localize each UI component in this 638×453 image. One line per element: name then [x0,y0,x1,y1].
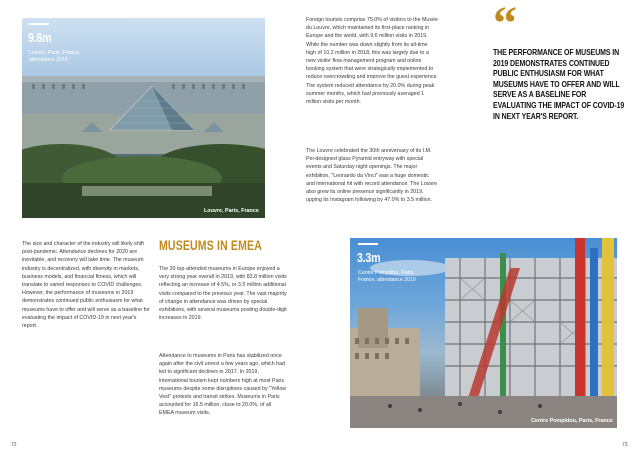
pull-quote: THE PERFORMANCE OF MUSEUMS IN 2019 DEMONSTRATES CONTINUED PUBLIC ENTHUSIASM FOR WHAT MUSEUMS HAVE TO OFFER AND WILL SERVE AS A BASELINE FOR EVALUATING THE IMPACT OF COVID-19 IN NEXT YEAR'S REPORT. [493,47,625,121]
left-column-paragraph: The size and character of the industry will likely shift post-pandemic. Attendance declines for 2020 are inevitable, and recovery will take time. The museum industry is decentralized, with diversity in markets, business models, and financial fitness, which will translate to varied responses to COVID challenges. However, the performance of museums in 2019 demonstrates continued public enthusiasm for what museums have to offer and will serve as a baseline for evaluating the impact of COVID-19 in next year's report. [22,241,150,330]
middle-column-paragraph-1: The 20 top-attended museums in Europe enjoyed a very strong year overall in 2019, with 83.8 million visits reflecting an increase of 4.5%, or 3.5 million additional visits compared to the previous year. The vast majority of change in attendance was driven by special exhibitions, with several museums posting double-digit increases in 2019. [159,266,287,322]
louvre-photo [22,18,265,218]
right-column-paragraph-2: The Louvre celebrated the 30th anniversary of its I.M. Pei-designed glass Pyramid entryway with special events and Saturday night openings. The major exhibition, "Leonardo da Vinci" was a huge domestic and international hit with record attendance. The Louvre also grew its online presence significantly in 2019, upping its Instagram following by 47.0% to 3.5 million. [306,148,437,204]
pompidou-photo-credit: Centre Pompidou, Paris, France [531,418,613,424]
page-number-right: 73 [622,442,628,448]
section-title: MUSEUMS IN EMEA [159,238,262,253]
quote-mark-icon: “ [493,0,517,50]
page-number-left: 72 [11,442,17,448]
left-column-text [22,240,150,330]
louvre-illustration [22,18,265,218]
right-column-text-1 [306,16,438,106]
pompidou-illustration [350,238,617,428]
middle-column-paragraph-2: Attendance to museums in Paris has stabilized once again after the civil unrest a few years ago, which had led to significant declines in 2017. In 2019, international tourism kept numbers high at most Paris museums despite some disruptions caused by "Yellow Vest" protests and transit strikes. Museums in Paris accounted for 16.5 million, close to 20.0%, of all EMEA museum visits. [159,353,287,417]
pompidou-photo [350,238,617,428]
pompidou-stat-value: 3.3m [357,250,381,265]
louvre-stat-rule [29,23,49,25]
right-column-paragraph-1: Foreign tourists comprise 75.0% of visitors to the Musée du Louvre, which maintained its first-place ranking in Europe and the world, with 9.6 million visits in 2019. While the number was down slightly from its all-time high of 10.2 million in 2018, this was largely due to a new visitor flow management program and online booking system that were strategically implemented to reduce overcrowding and improve the guest experience. The system reduced attendance by 20.0% during peak summer months, which had previously averaged 1 million visits per month. [306,17,438,106]
louvre-photo-credit: Louvre, Paris, France [204,208,259,214]
louvre-stat-caption: Louvre, Paris, France, attendance 2019 [29,50,81,63]
louvre-stat-value: 9.6m [28,30,52,45]
middle-column-text-2 [159,352,287,418]
pompidou-stat-caption: Centre Pompidou, Paris, France, attendance 2019 [358,270,416,283]
right-column-text-2 [306,147,438,204]
pompidou-stat-rule [358,243,378,245]
middle-column-text-1 [159,265,287,322]
